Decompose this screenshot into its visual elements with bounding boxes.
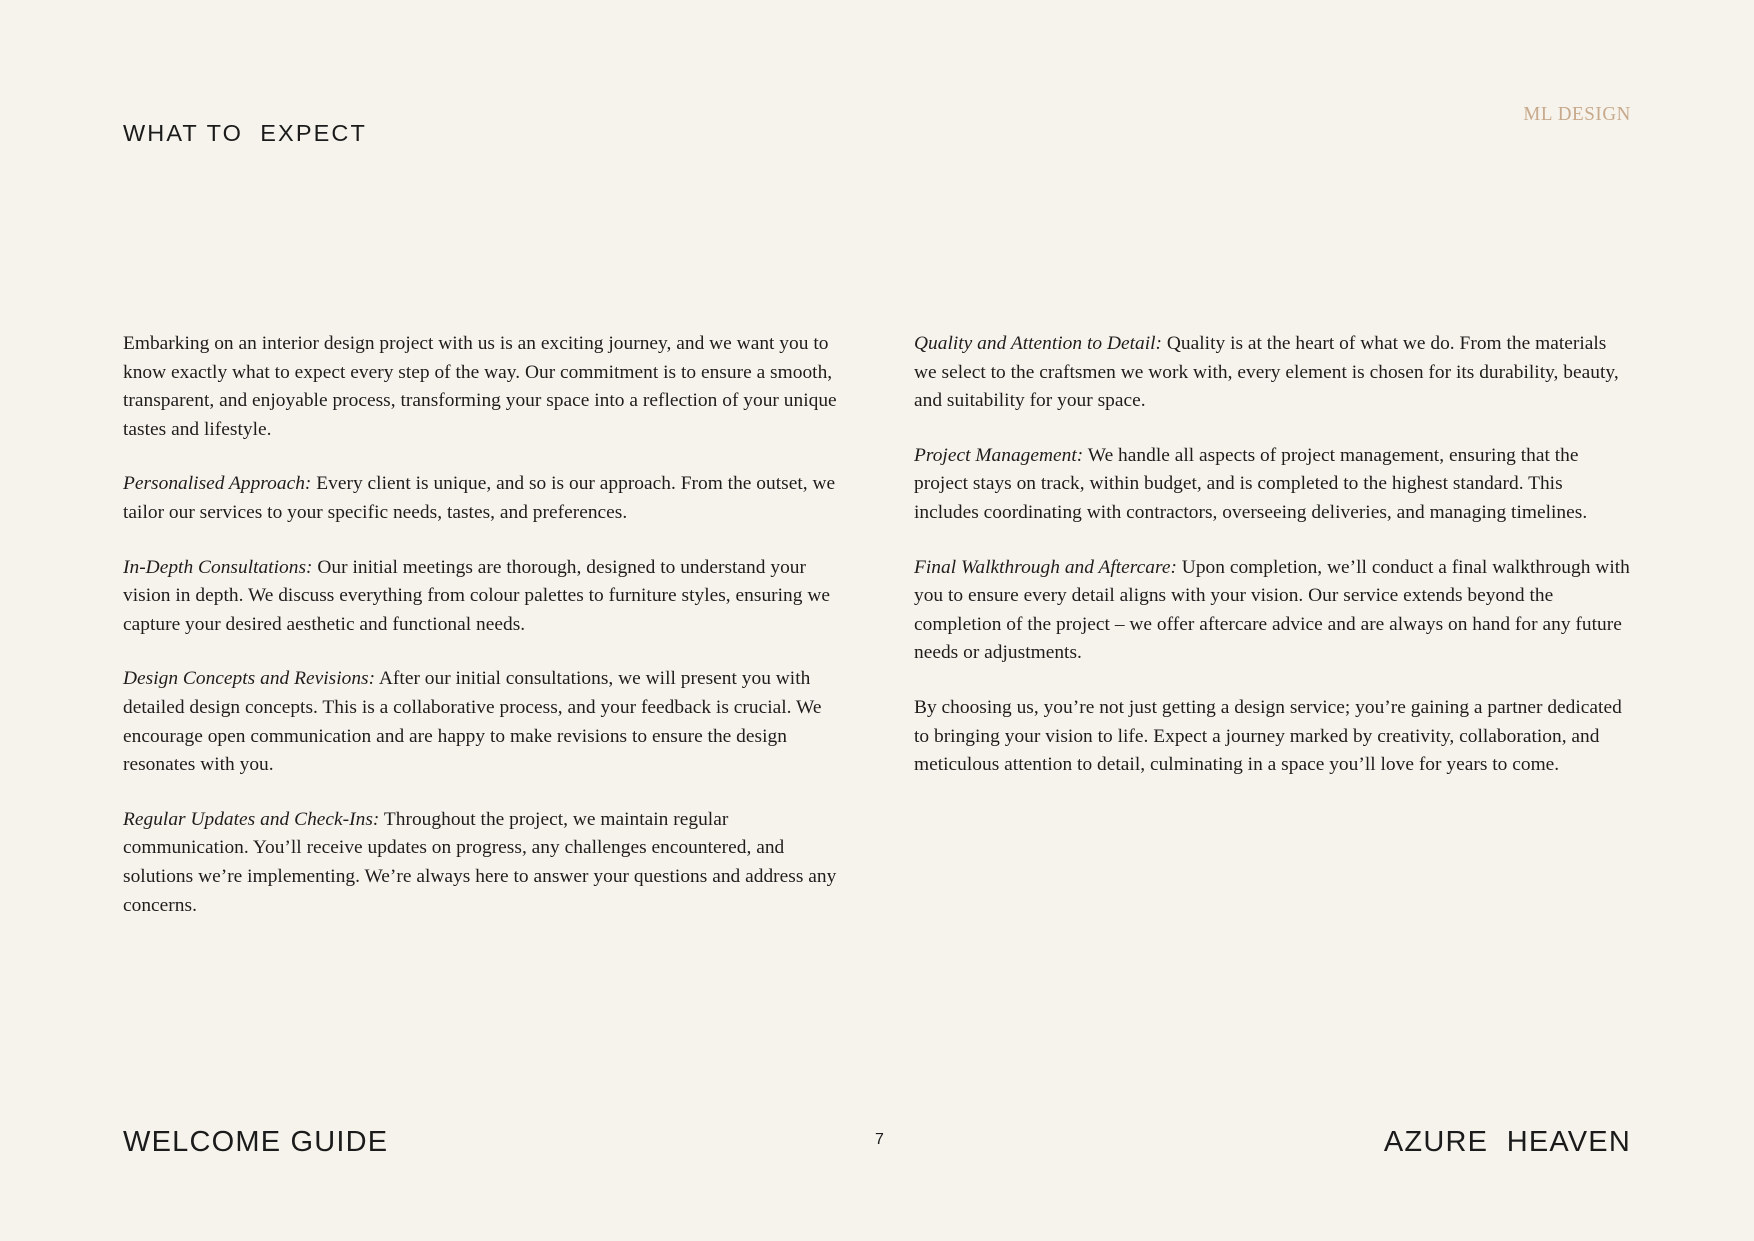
- left-column: [123, 330, 840, 920]
- paragraph-lead: Design Concepts and Revisions:: [123, 668, 376, 690]
- paragraph: [914, 694, 1631, 780]
- paragraph-lead: Personalised Approach:: [123, 473, 312, 495]
- footer-document-label: WELCOME GUIDE: [123, 1126, 389, 1158]
- paragraph-body: Every client is unique, and so is our approach. From the outset, we tailor our services to your specific needs, tastes, and preferences.: [123, 473, 836, 523]
- paragraph-body: Embarking on an interior design project with us is an exciting journey, and we want you to know exactly what to expect every step of the way. Our commitment is to ensure a smooth, transparent, and enjoyable process, transforming your space into a reflection of your unique tastes and lifestyle.: [123, 333, 837, 440]
- paragraph-body: Quality is at the heart of what we do. From the materials we select to the craftsmen we work with, every element is chosen for its durability, beauty, and suitability for your space.: [914, 333, 1619, 412]
- brand-logo: ML DESIGN: [1523, 103, 1631, 126]
- paragraph-lead: Regular Updates and Check-Ins:: [123, 808, 380, 830]
- paragraph-body: By choosing us, you’re not just getting a design service; you’re gaining a partner dedicated to bringing your vision to life. Expect a journey marked by creativity, collaboration, and meticulous attention to detail, culminating in a space you’ll love for years to come.: [914, 696, 1622, 776]
- paragraph-lead: Final Walkthrough and Aftercare:: [914, 556, 1177, 578]
- paragraph: [123, 665, 840, 779]
- page-title: WHAT TO EXPECT: [123, 120, 367, 146]
- paragraph: [123, 470, 840, 527]
- paragraph-body: Our initial meetings are thorough, designed to understand your vision in depth. We discuss everything from colour palettes to furniture styles, ensuring we capture your desired aesthetic and functional needs.: [123, 556, 831, 635]
- paragraph-body: We handle all aspects of project management, ensuring that the project stays on track, within budget, and is completed to the highest standard. This includes coordinating with contractors, overseeing deliveries, and managing timelines.: [914, 444, 1588, 523]
- paragraph-body: Upon completion, we’ll conduct a final walkthrough with you to ensure every detail aligns with your vision. Our service extends beyond the completion of the project – we offer aftercare advice and are always on hand for any future needs or adjustments.: [914, 556, 1630, 664]
- paragraph: [123, 330, 840, 444]
- paragraph-body: After our initial consultations, we will present you with detailed design concepts. This is a collaborative process, and your feedback is crucial. We encourage open communication and are happy to make revisions to ensure the design resonates with you.: [123, 668, 822, 776]
- content-columns: [123, 330, 1631, 920]
- paragraph: [914, 554, 1631, 668]
- paragraph: [914, 330, 1631, 416]
- paragraph: [123, 806, 840, 920]
- page-number: 7: [875, 1131, 884, 1148]
- paragraph: [914, 442, 1631, 528]
- footer-project-label: AZURE HEAVEN: [1383, 1126, 1631, 1158]
- paragraph-lead: In-Depth Consultations:: [123, 556, 313, 578]
- page-header: [123, 103, 1631, 166]
- paragraph-body: Throughout the project, we maintain regular communication. You’ll receive updates on progress, any challenges encountered, and solutions we’re implementing. We’re always here to answer your questions and address any concerns.: [123, 808, 837, 916]
- paragraph-lead: Quality and Attention to Detail:: [914, 333, 1163, 354]
- paragraph: [123, 554, 840, 640]
- page-footer: [123, 1117, 1631, 1157]
- right-column: [914, 330, 1631, 920]
- paragraph-lead: Project Management:: [914, 444, 1084, 466]
